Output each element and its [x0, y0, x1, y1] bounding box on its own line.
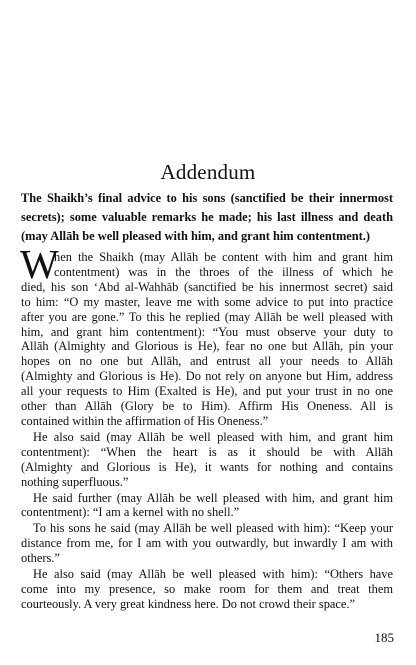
- body-text: [20, 241, 393, 613]
- paragraph-line: contentment): “When the heart is as it should be with Allāh: [21, 444, 393, 459]
- paragraph-line: after you are gone.” To this he replied (may Allāh be well pleased with: [21, 309, 393, 324]
- paragraph-line: He also said (may Allāh be well pleased with him, and grant him: [33, 429, 393, 444]
- paragraph-line: others.”: [21, 551, 60, 566]
- subheading-line: The Shaikh’s final advice to his sons (sanctified be their innermost: [21, 191, 393, 205]
- paragraph-line: hen the Shaikh (may Allāh be content with him and grant him: [54, 250, 393, 264]
- paragraph-line: nothing superfluous.”: [21, 474, 129, 489]
- paragraph: [21, 521, 393, 566]
- drop-cap: W: [20, 241, 59, 287]
- paragraph-line: To his sons he said (may Allāh be well pleased with him): “Keep your: [33, 521, 393, 536]
- paragraph-line: Allāh (Almighty and Glorious is He), fear no one but Allāh, pin your: [21, 339, 393, 354]
- paragraph: [21, 430, 393, 490]
- subheading-line: (may Allāh be well pleased with him, and grant him contentment.): [21, 229, 371, 243]
- page-number: 185: [374, 630, 394, 645]
- paragraph-line: contained within the affirmation of His Oneness.”: [21, 413, 269, 428]
- paragraph-line: contentment): “I am a kernel with no shell.”: [21, 505, 240, 520]
- paragraph: [21, 567, 393, 612]
- paragraph: [20, 241, 393, 429]
- paragraph-line: hopes on no one but Allāh, and entrust all your needs to Allāh: [21, 354, 393, 369]
- paragraph-line: him, and grant him contentment): “You must observe your duty to: [21, 324, 393, 339]
- chapter-subheading: [21, 189, 393, 246]
- paragraph-line: courteously. A very great kindness here. Do not crowd their space.”: [21, 596, 355, 611]
- paragraph-line: other than Allāh (Glory be to Him). Affirm His Oneness. All is: [21, 399, 393, 414]
- paragraph-line: all your requests to Him (Exalted is He), and put your trust in no one: [21, 384, 393, 399]
- paragraph-line: (Almighty and Glorious is He), it wants for nothing and contains: [21, 459, 393, 474]
- chapter-heading: Addendum: [160, 160, 256, 184]
- subheading-line: secrets); some valuable remarks he made; his last illness and death: [21, 210, 393, 224]
- paragraph-line: died, his son ‘Abd al-Wahhāb (sanctified be his innermost secret) said: [21, 279, 393, 294]
- paragraph: [21, 491, 393, 521]
- paragraph-line: (Almighty and Glorious is He). Do not rely on anyone but Him, address: [21, 369, 393, 384]
- paragraph-line: distance from me, for I am with you outwardly, but inwardly I am with: [21, 536, 393, 551]
- paragraph-line: contentment) was in the throes of the illness of which he: [54, 264, 393, 279]
- paragraph-line: He said further (may Allāh be well pleased with him, and grant him: [33, 490, 393, 505]
- paragraph-line: to him: “O my master, leave me with some advice to put into practice: [21, 294, 393, 309]
- paragraph-line: He also said (may Allāh be well pleased with him): “Others have: [33, 567, 393, 582]
- paragraph-line: come into my presence, so make room for them and treat them: [21, 581, 393, 596]
